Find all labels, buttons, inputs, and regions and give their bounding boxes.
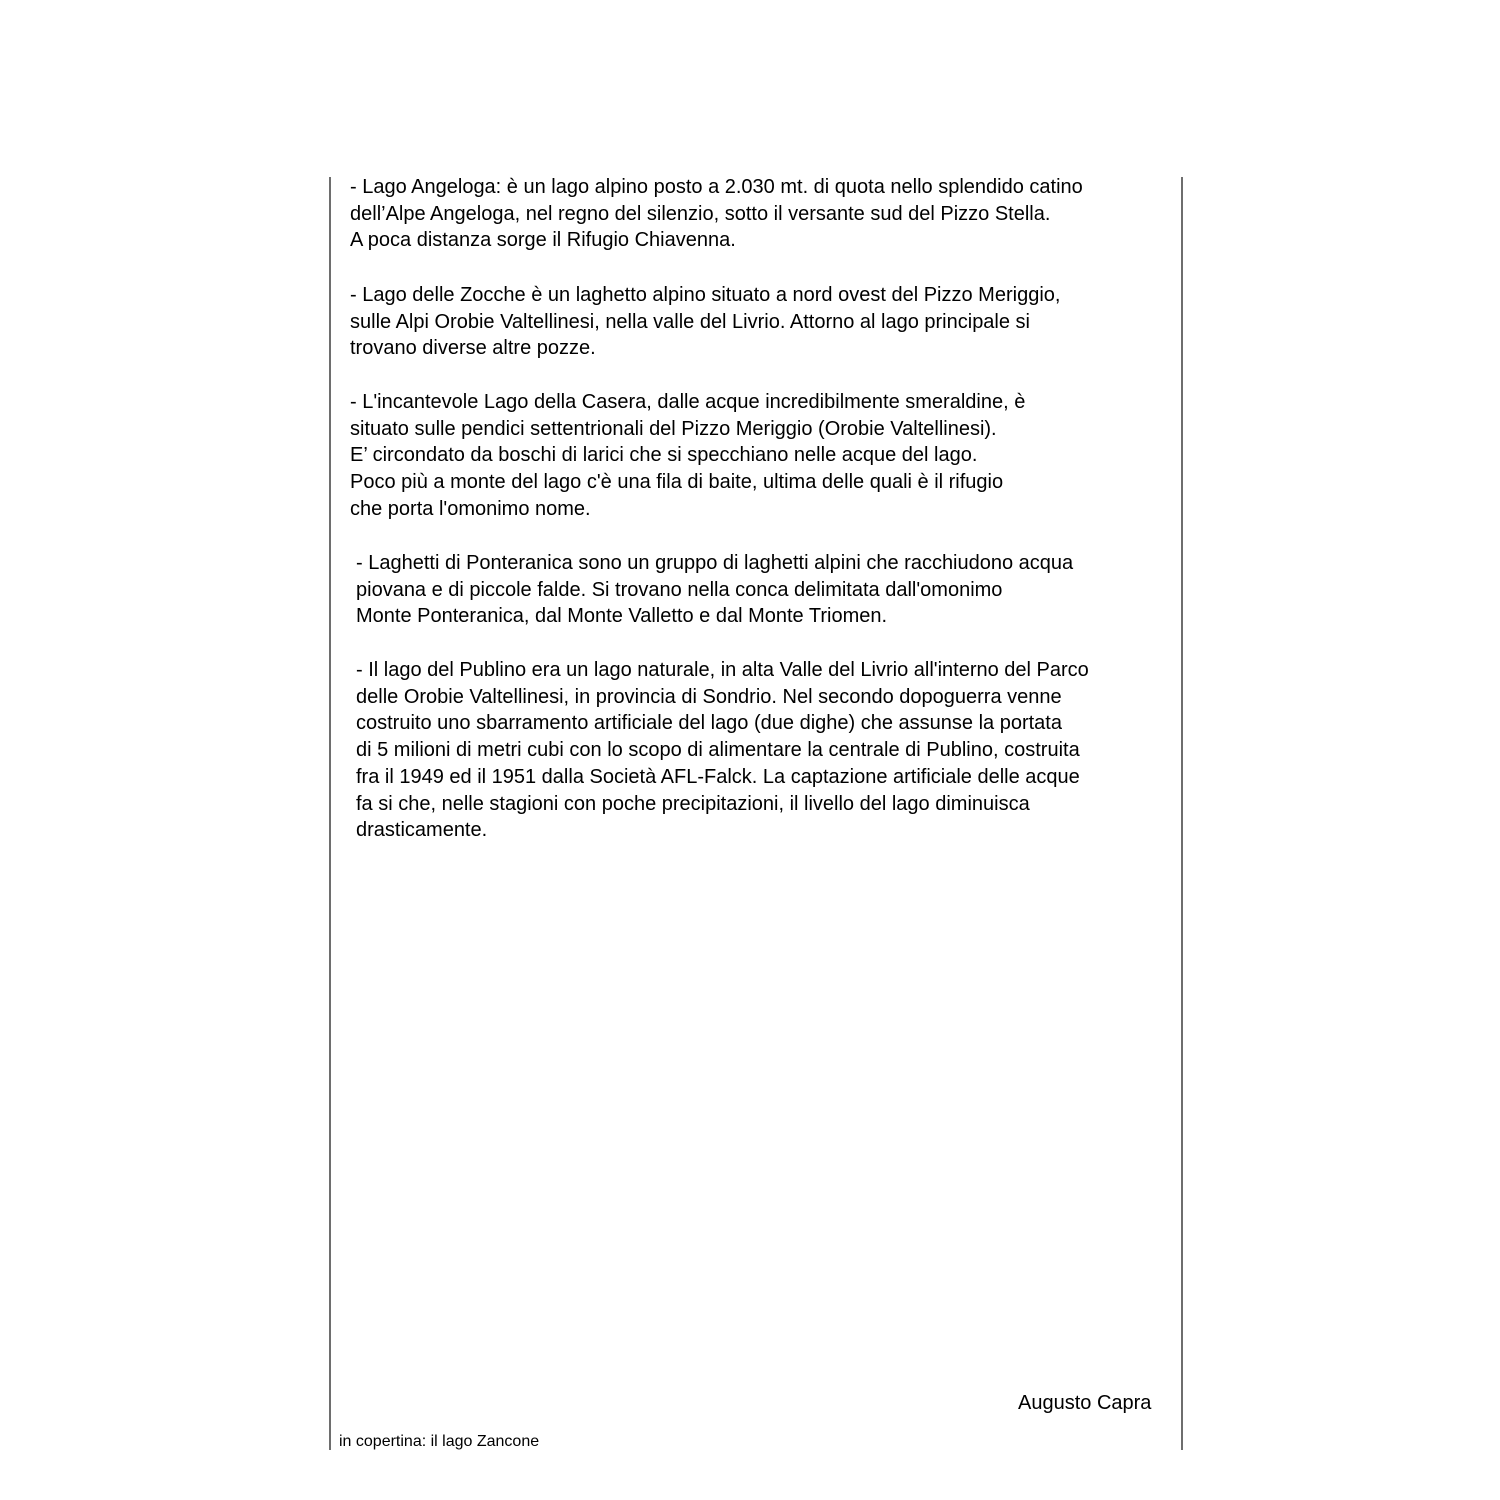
text-line: fa si che, nelle stagioni con poche precipitazioni, il livello del lago diminuisca [356,792,1030,815]
text-line: Poco più a monte del lago c'è una fila di baite, ultima delle quali è il rifugio [350,471,1004,494]
left-margin-rule [329,177,331,1450]
text-line: E’ circondato da boschi di larici che si specchiano nelle acque del lago. [350,444,978,467]
text-line: sulle Alpi Orobie Valtellinesi, nella valle del Livrio. Attorno al lago principale si [350,310,1030,333]
text-line: - L'incantevole Lago della Casera, dalle acque incredibilmente smeraldine, è [350,391,1026,413]
right-margin-rule [1181,177,1183,1450]
text-line: drasticamente. [356,819,488,842]
paragraph-lago-angeloga [350,174,1083,254]
text-line: A poca distanza sorge il Rifugio Chiavenna. [350,229,736,252]
text-line: di 5 milioni di metri cubi con lo scopo di alimentare la centrale di Publino, costruita [356,739,1080,762]
text-line: - Lago Angeloga: è un lago alpino posto a 2.030 mt. di quota nello splendido catino [350,176,1083,198]
text-line: che porta l'omonimo nome. [350,497,591,520]
text-line: situato sulle pendici settentrionali del Pizzo Meriggio (Orobie Valtellinesi). [350,417,997,440]
paragraph-lago-delle-zocche [350,282,1060,362]
paragraph-lago-del-publino [356,657,1089,844]
text-line: piovana e di piccole falde. Si trovano nella conca delimitata dall'omonimo [356,578,1003,601]
text-line: fra il 1949 ed il 1951 dalla Società AFL-Falck. La captazione artificiale delle acque [356,765,1080,788]
cover-caption: in copertina: il lago Zancone [339,1433,540,1450]
paragraph-laghetti-di-ponteranica [356,550,1073,630]
text-line: Monte Ponteranica, dal Monte Valletto e dal Monte Triomen. [356,605,888,628]
text-line: - Il lago del Publino era un lago naturale, in alta Valle del Livrio all'interno del Parco [356,659,1089,681]
text-line: delle Orobie Valtellinesi, in provincia di Sondrio. Nel secondo dopoguerra venne [356,685,1062,708]
text-line: trovano diverse altre pozze. [350,337,596,360]
author-name: Augusto Capra [1018,1392,1152,1414]
text-line: costruito uno sbarramento artificiale del lago (due dighe) che assunse la portata [356,712,1062,735]
paragraph-lago-della-casera [350,389,1025,523]
text-line: dell’Alpe Angeloga, nel regno del silenzio, sotto il versante sud del Pizzo Stella. [350,202,1051,225]
text-line: - Laghetti di Ponteranica sono un gruppo di laghetti alpini che racchiudono acqua [356,552,1074,574]
text-line: - Lago delle Zocche è un laghetto alpino situato a nord ovest del Pizzo Meriggio, [350,284,1061,306]
